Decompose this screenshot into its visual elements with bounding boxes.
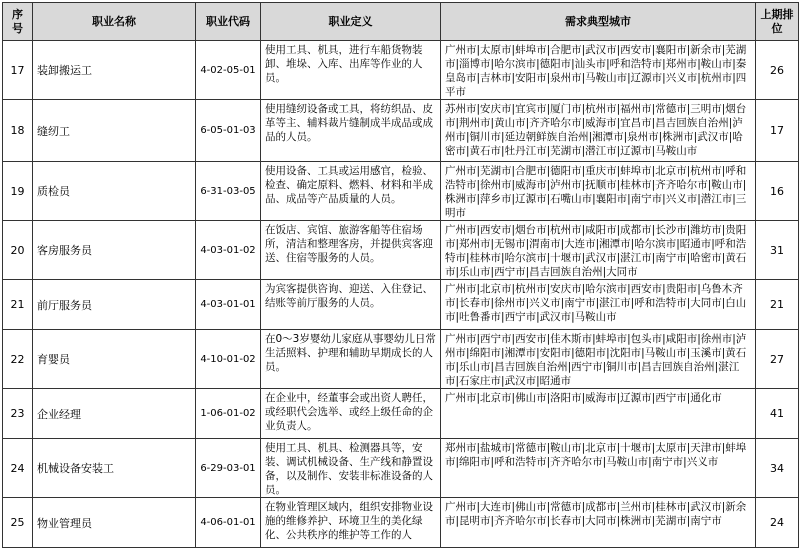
row-cities: 广州市|大连市|佛山市|常德市|成都市|兰州市|桂林市|武汉市|新余市|昆明市|齐齐哈尔市|长春市|大同市|株洲市|芜湖市|南宁市 bbox=[441, 498, 756, 548]
row-cities: 广州市|北京市|佛山市|洛阳市|威海市|辽源市|西宁市|通化市 bbox=[441, 389, 756, 439]
row-index: 21 bbox=[3, 280, 33, 330]
header-definition: 职业定义 bbox=[261, 3, 441, 41]
table-row bbox=[3, 100, 799, 162]
row-index: 19 bbox=[3, 162, 33, 221]
row-cities: 苏州市|安庆市|宜宾市|厦门市|杭州市|福州市|常德市|三明市|烟台市|荆州市|黄山市|齐齐哈尔市|威海市|宜昌市|昌吉回族自治州|泸州市|铜川市|延边朝鲜族自治州|湘潭市|泉州市|株洲市|武汉市|哈密市|黄石市|牡丹江市|芜湖市|潜江市|辽源市|马鞍山市 bbox=[441, 100, 756, 162]
row-definition: 在0～3岁婴幼儿家庭从事婴幼儿日常生活照料、护理和辅助早期成长的人员。 bbox=[261, 330, 441, 389]
row-cities: 广州市|太原市|蚌埠市|合肥市|武汉市|西安市|襄阳市|新余市|芜湖市|淄博市|哈尔滨市|德阳市|汕头市|呼和浩特市|郑州市|鞍山市|秦皇岛市|吉林市|安阳市|泉州市|马鞍山市|辽源市|兴义市|杭州市|四平市 bbox=[441, 41, 756, 100]
table-row bbox=[3, 41, 799, 100]
row-cities: 广州市|西宁市|西安市|佳木斯市|蚌埠市|包头市|咸阳市|徐州市|泸州市|绵阳市|湘潭市|安阳市|德阳市|沈阳市|马鞍山市|玉溪市|黄石市|乐山市|昌吉回族自治州|西宁市|铜川市|昌吉回族自治州|湛江市|石家庄市|武汉市|昭通市 bbox=[441, 330, 756, 389]
row-code: 6-29-03-01 bbox=[196, 439, 261, 498]
row-index: 17 bbox=[3, 41, 33, 100]
row-index: 18 bbox=[3, 100, 33, 162]
table-row bbox=[3, 439, 799, 498]
row-code: 4-10-01-02 bbox=[196, 330, 261, 389]
row-index: 24 bbox=[3, 439, 33, 498]
row-cities: 广州市|北京市|杭州市|安庆市|哈尔滨市|西安市|贵阳市|乌鲁木齐市|长春市|徐州市|兴义市|南宁市|湛江市|呼和浩特市|大同市|白山市|吐鲁番市|西宁市|武汉市|马鞍山市 bbox=[441, 280, 756, 330]
row-name: 机械设备安装工 bbox=[33, 439, 196, 498]
table-header-row bbox=[3, 3, 799, 41]
header-name: 职业名称 bbox=[33, 3, 196, 41]
row-prev-rank: 24 bbox=[756, 498, 799, 548]
table-row bbox=[3, 498, 799, 548]
row-index: 22 bbox=[3, 330, 33, 389]
row-prev-rank: 34 bbox=[756, 439, 799, 498]
occupation-table bbox=[2, 2, 799, 548]
row-index: 20 bbox=[3, 221, 33, 280]
row-code: 4-03-01-01 bbox=[196, 280, 261, 330]
row-name: 物业管理员 bbox=[33, 498, 196, 548]
row-prev-rank: 17 bbox=[756, 100, 799, 162]
row-index: 23 bbox=[3, 389, 33, 439]
header-code: 职业代码 bbox=[196, 3, 261, 41]
row-prev-rank: 16 bbox=[756, 162, 799, 221]
row-prev-rank: 41 bbox=[756, 389, 799, 439]
row-code: 4-06-01-01 bbox=[196, 498, 261, 548]
row-name: 质检员 bbox=[33, 162, 196, 221]
row-definition: 在饭店、宾馆、旅游客船等住宿场所，清洁和整理客房，并提供宾客迎送、住宿等服务的人员。 bbox=[261, 221, 441, 280]
row-prev-rank: 26 bbox=[756, 41, 799, 100]
row-cities: 郑州市|盐城市|常德市|鞍山市|北京市|十堰市|太原市|天津市|蚌埠市|绵阳市|呼和浩特市|齐齐哈尔市|马鞍山市|南宁市|兴义市 bbox=[441, 439, 756, 498]
row-definition: 为宾客提供咨询、迎送、入住登记、结账等前厅服务的人员。 bbox=[261, 280, 441, 330]
row-name: 育婴员 bbox=[33, 330, 196, 389]
row-definition: 使用设备、工具或运用感官，检验、检查、确定原料、燃料、材料和半成品、成品等产品质量的人员。 bbox=[261, 162, 441, 221]
row-name: 装卸搬运工 bbox=[33, 41, 196, 100]
row-prev-rank: 31 bbox=[756, 221, 799, 280]
row-index: 25 bbox=[3, 498, 33, 548]
row-cities: 广州市|西安市|烟台市|杭州市|咸阳市|成都市|长沙市|潍坊市|贵阳市|郑州市|无锡市|渭南市|大连市|湘潭市|哈尔滨市|昭通市|呼和浩特市|桂林市|哈尔滨市|十堰市|武汉市|湛江市|南宁市|哈密市|黄石市|乐山市|西宁市|昌吉回族自治州|大同市 bbox=[441, 221, 756, 280]
table-row bbox=[3, 162, 799, 221]
row-cities: 广州市|芜湖市|合肥市|德阳市|重庆市|蚌埠市|北京市|杭州市|呼和浩特市|徐州市|威海市|泸州市|抚顺市|桂林市|齐齐哈尔市|鞍山市|株洲市|萍乡市|辽源市|石嘴山市|襄阳市|南宁市|兴义市|潜江市|三明市 bbox=[441, 162, 756, 221]
row-prev-rank: 21 bbox=[756, 280, 799, 330]
table-row bbox=[3, 221, 799, 280]
row-name: 客房服务员 bbox=[33, 221, 196, 280]
row-definition: 使用工具、机具、检测器具等，安装、调试机械设备、生产线和静置设备，以及制作、安装非标准设备的人员。 bbox=[261, 439, 441, 498]
row-code: 4-02-05-01 bbox=[196, 41, 261, 100]
row-definition: 使用缝纫设备或工具，将纺织品、皮革等主、辅料裁片缝制成半成品或成品的人员。 bbox=[261, 100, 441, 162]
row-code: 6-31-03-05 bbox=[196, 162, 261, 221]
table-row bbox=[3, 280, 799, 330]
header-prev-rank: 上期排位 bbox=[756, 3, 799, 41]
row-code: 1-06-01-02 bbox=[196, 389, 261, 439]
row-definition: 在企业中，经董事会或出资人聘任，或经职代会选举、或经上级任命的企业负责人。 bbox=[261, 389, 441, 439]
row-name: 缝纫工 bbox=[33, 100, 196, 162]
row-name: 企业经理 bbox=[33, 389, 196, 439]
row-definition: 在物业管理区域内，组织安排物业设施的维修养护、环境卫生的美化绿化、公共秩序的维护等工作的人 bbox=[261, 498, 441, 548]
header-cities: 需求典型城市 bbox=[441, 3, 756, 41]
row-code: 6-05-01-03 bbox=[196, 100, 261, 162]
row-definition: 使用工具、机具，进行车船货物装卸、堆垛、入库、出库等作业的人员。 bbox=[261, 41, 441, 100]
row-code: 4-03-01-02 bbox=[196, 221, 261, 280]
table-row bbox=[3, 330, 799, 389]
row-name: 前厅服务员 bbox=[33, 280, 196, 330]
header-index: 序号 bbox=[3, 3, 33, 41]
table-row bbox=[3, 389, 799, 439]
row-prev-rank: 27 bbox=[756, 330, 799, 389]
